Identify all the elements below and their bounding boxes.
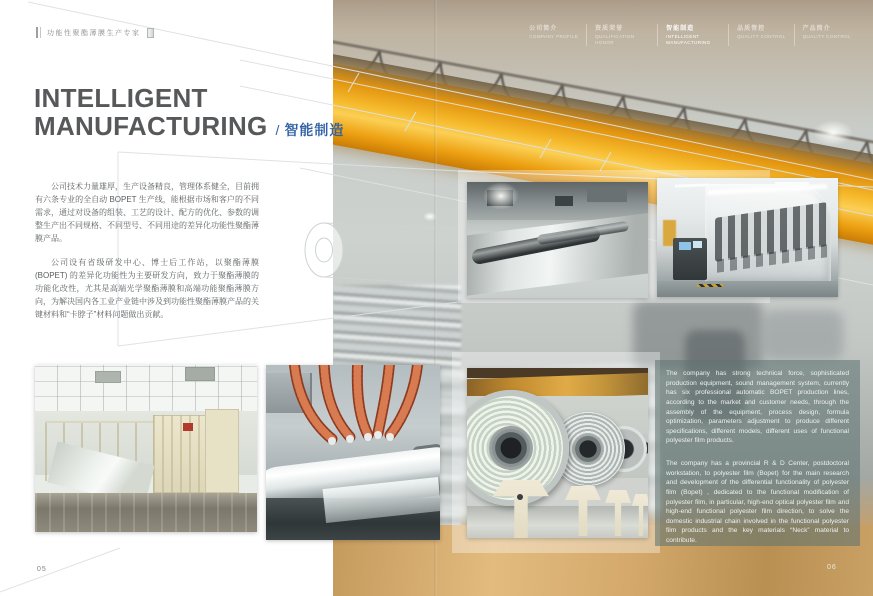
photo-stenter-machine bbox=[657, 178, 838, 297]
photo-casting-hoses bbox=[266, 365, 440, 540]
photo-master-rolls bbox=[467, 368, 648, 538]
header-tagline bbox=[36, 27, 154, 38]
nav-item-qualification-honor[interactable]: 资质荣誉 QUALIFICATION HONOR bbox=[595, 26, 635, 45]
chinese-paragraph-1: 公司技术力量雄厚，生产设备精良，管理体系健全，目前拥有六条专业的全自动 BOPET 生产线，能根据市场和客户的不同需求，通过对设备的组装、工艺的设计、配方的优化、参数的调整生产出不同规格、不同型号、不同用途的差异化功能性聚酯薄膜产品。 bbox=[35, 182, 259, 243]
page-number-right: 06 bbox=[827, 564, 837, 571]
nav-item-quality-control[interactable]: 品质管控 QUALITY CONTROL bbox=[737, 26, 786, 39]
chinese-paragraph-2: 公司设有省级研发中心、博士后工作站，以聚酯薄膜 (BOPET) 的差异化功能性为主要研发方向，致力于聚酯薄膜的功能化改性，尤其是高端光学聚酯薄膜和高端功能聚酯薄膜方向，为解决国内各工业产业链中涉及到功能性聚酯薄膜产品的关键材料和“卡脖子”材料问题做出贡献。 bbox=[35, 257, 259, 319]
english-paragraph-1: The company has strong technical force, sophisticated production equipment, sound management system, currently has six professional automatic BOPET production lines, according to the market and customer needs, through the assembly of the equipment, process design, formula optimization, parameters adjustment to produce different specifications, different models, different uses of functional polyester film products. bbox=[666, 370, 849, 445]
nav-item-company-profile[interactable]: 公司简介 COMPANY PROFILE bbox=[529, 26, 579, 39]
nav-item-product-profile[interactable]: 产品简介 QUALITY CONTROL bbox=[802, 26, 851, 39]
section-nav bbox=[521, 23, 859, 46]
chinese-intro bbox=[35, 181, 259, 333]
photo-production-line bbox=[467, 182, 648, 298]
nav-item-intelligent-manufacturing[interactable]: 智能制造 INTELLIGENT MANUFACTURING bbox=[666, 26, 711, 45]
page-title bbox=[34, 84, 344, 140]
title-subtitle: / 智能制造 bbox=[275, 122, 345, 139]
machine-blur bbox=[763, 310, 843, 360]
ceiling-light bbox=[813, 120, 853, 146]
page-number-left: 05 bbox=[37, 566, 47, 573]
title-line-2: MANUFACTURING bbox=[34, 111, 268, 142]
english-paragraph-2: The company has a provincial R & D Center, postdoctoral workstation, to polyester film (Bopet) for the main research and development of the differential functionality of polyester film (Bopet) , dedicated to the functional modification of polyester film, in particular, high-end optical polyester film and high-end functional polyester film direction, to solve the domestic industrial chain involved in the functional polyester film products and the key materials “Neck” material to contribute. bbox=[666, 460, 849, 544]
english-text-panel bbox=[655, 360, 860, 546]
photo-clean-room bbox=[35, 365, 257, 532]
tagline-text: 功能性聚酯薄膜生产专家 bbox=[47, 29, 141, 37]
tagline-bars-icon bbox=[36, 27, 41, 38]
tagline-box-icon bbox=[147, 28, 154, 38]
title-line-1: INTELLIGENT bbox=[34, 83, 208, 113]
